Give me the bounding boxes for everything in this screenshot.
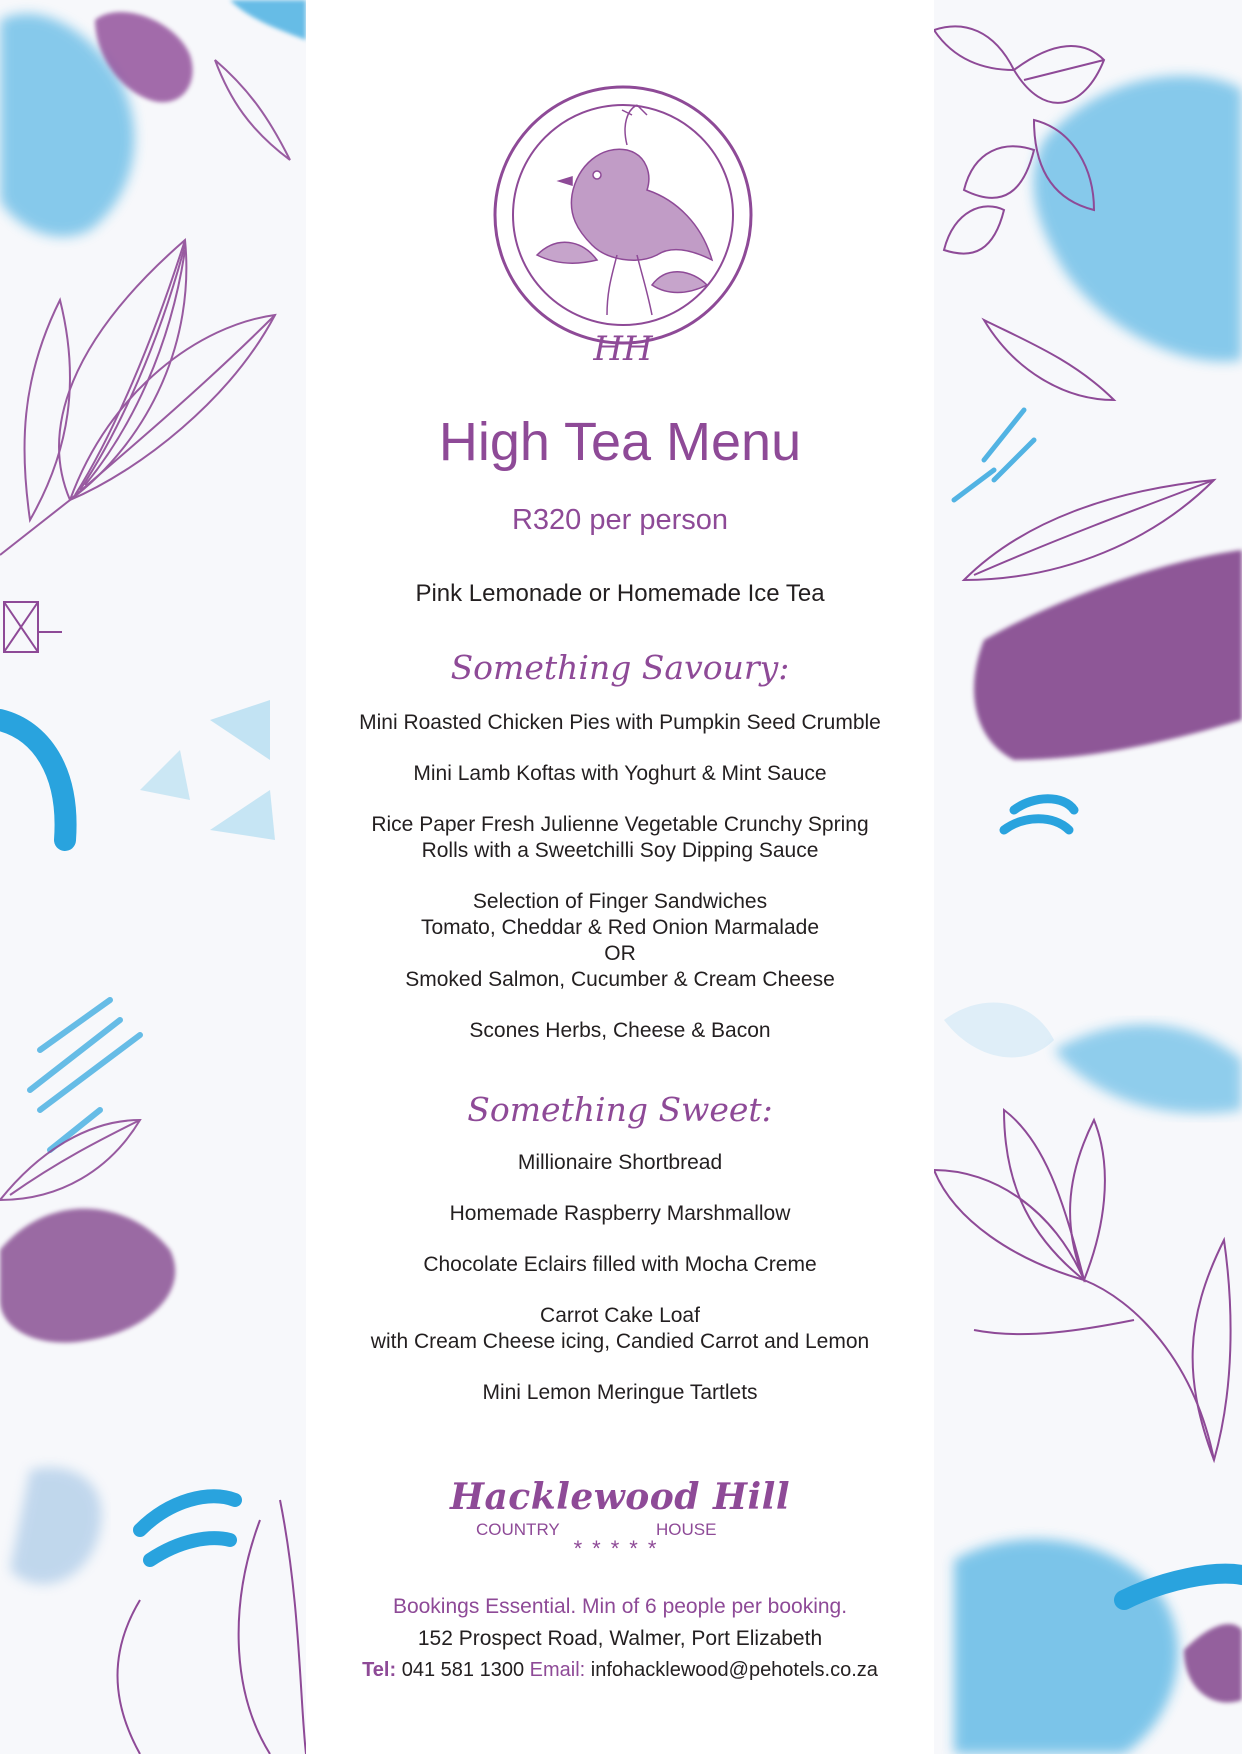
menu-panel <box>306 0 934 1754</box>
menu-item-line: Rice Paper Fresh Julienne Vegetable Crunchy Spring <box>371 813 869 836</box>
menu-item-line: Selection of Finger Sandwiches <box>472 890 768 913</box>
menu-item-line: Mini Roasted Chicken Pies with Pumpkin Seed Crumble <box>359 711 881 734</box>
menu-item-line: Scones Herbs, Cheese & Bacon <box>469 1019 771 1042</box>
drink-option: Pink Lemonade or Homemade Ice Tea <box>415 580 825 607</box>
menu-item-line: Homemade Raspberry Marshmallow <box>449 1202 791 1225</box>
menu-price: R320 per person <box>511 504 729 536</box>
menu-item <box>306 1201 934 1227</box>
hacklewood-bird-logo <box>477 85 769 365</box>
sweet-heading: Something Sweet: <box>467 1090 773 1129</box>
menu-item-line: Tomato, Cheddar & Red Onion Marmalade <box>420 916 820 939</box>
menu-item <box>306 1150 934 1176</box>
tel-label: Tel: <box>362 1659 397 1681</box>
brand-name: Hacklewood Hill <box>449 1476 791 1518</box>
right-decoration <box>934 0 1242 1754</box>
logo-initials: HH <box>593 329 653 365</box>
watercolor-left-art <box>0 0 306 1754</box>
menu-item-line: Chocolate Eclairs filled with Mocha Creme <box>423 1253 817 1276</box>
brand-wordmark <box>306 1476 934 1566</box>
left-decoration <box>0 0 306 1754</box>
menu-item-line: Rolls with a Sweetchilli Soy Dipping Sauce <box>421 839 819 862</box>
menu-title: High Tea Menu <box>438 412 802 472</box>
brand-house: HOUSE <box>656 1520 717 1539</box>
brand-stars: ***** <box>573 1536 667 1561</box>
menu-item-line: Smoked Salmon, Cucumber & Cream Cheese <box>405 968 835 991</box>
menu-item-line: Millionaire Shortbread <box>517 1151 723 1174</box>
savoury-list <box>306 710 934 1069</box>
menu-item <box>306 1018 934 1044</box>
brand-country: COUNTRY <box>476 1520 560 1539</box>
email-label: Email: <box>529 1659 586 1681</box>
menu-item-line: Carrot Cake Loaf <box>540 1304 700 1327</box>
menu-item <box>306 1252 934 1278</box>
tel-number[interactable]: 041 581 1300 <box>401 1659 525 1681</box>
watercolor-right-art <box>934 0 1242 1754</box>
menu-item <box>306 1303 934 1355</box>
menu-item <box>306 761 934 787</box>
menu-item-line: Mini Lemon Meringue Tartlets <box>482 1381 758 1404</box>
menu-item-line: OR <box>604 942 636 965</box>
menu-item <box>306 812 934 864</box>
menu-item <box>306 889 934 993</box>
menu-item <box>306 1380 934 1406</box>
menu-item <box>306 710 934 736</box>
savoury-heading: Something Savoury: <box>450 648 790 687</box>
menu-item-line: with Cream Cheese icing, Candied Carrot and Lemon <box>370 1330 870 1353</box>
bookings-note: Bookings Essential. Min of 6 people per booking. <box>392 1595 848 1618</box>
contact-line <box>306 1659 934 1682</box>
menu-item-line: Mini Lamb Koftas with Yoghurt & Mint Sauce <box>413 762 827 785</box>
address: 152 Prospect Road, Walmer, Port Elizabeth <box>417 1627 823 1650</box>
sweet-list <box>306 1150 934 1431</box>
email-address[interactable]: infohacklewood@pehotels.co.za <box>590 1659 878 1681</box>
